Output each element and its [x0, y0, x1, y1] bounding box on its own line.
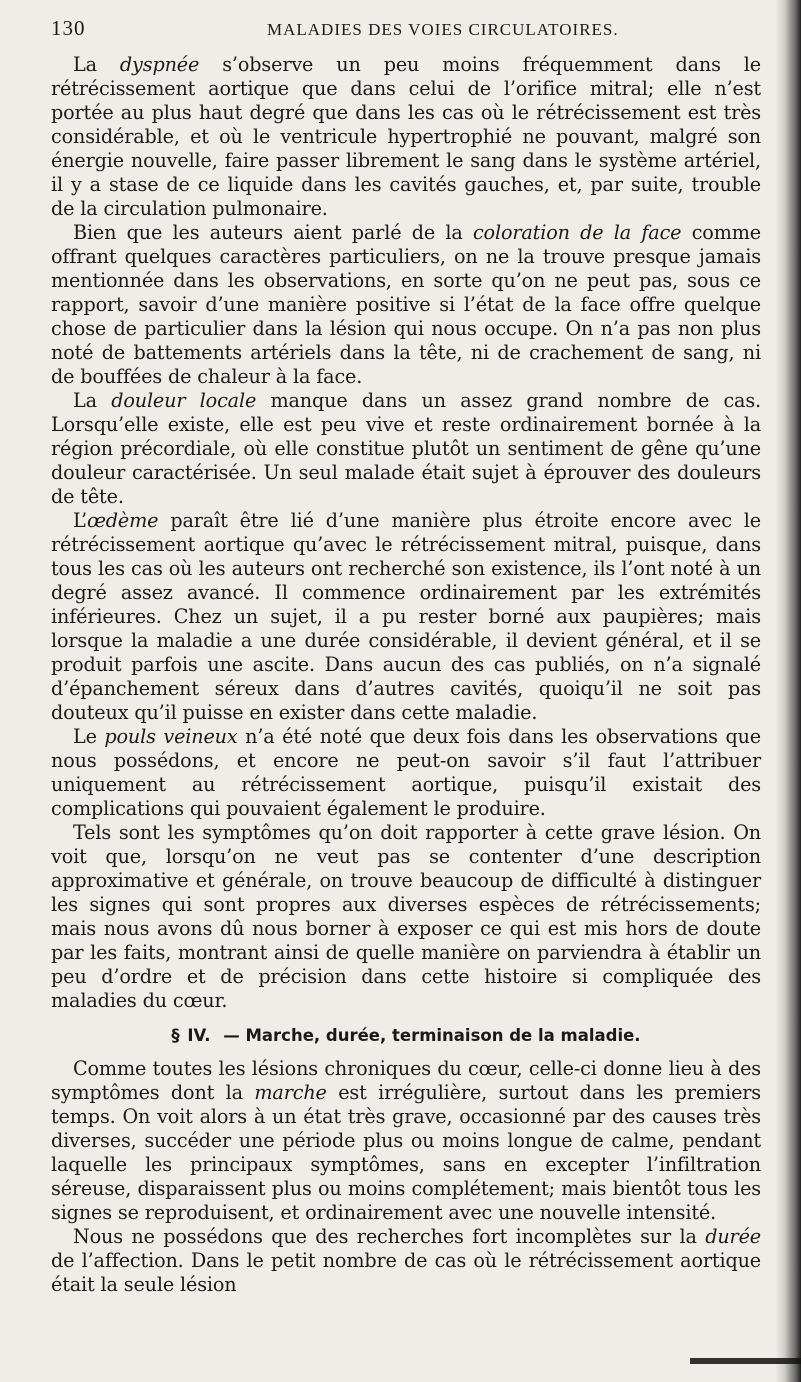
- text-run: Tels sont les symptômes qu’on doit rapporter à cette grave lésion. On voit que, lorsqu’on ne veut pas se contenter d’une description approximative et générale, on trouve beaucoup de difficulté à distinguer les signes qui sont propres aux diverses espèces de rétrécissements; mais nous avons dû nous borner à exposer ce qui est mis hors de doute par les faits, montrant ainsi de quelle manière on parviendra à établir un peu d’ordre et de précision dans cette histoire si compliquée des maladies du cœur.: [51, 821, 761, 1012]
- paragraph: [51, 53, 761, 221]
- text-run: Bien que les auteurs aient parlé de la: [73, 221, 473, 244]
- section-sign: §: [171, 1026, 180, 1045]
- page-header: [51, 14, 761, 53]
- text-run: manque dans un assez grand nombre de cas. Lorsqu’elle existe, elle est peu vive et reste ordinairement bornée à la région précordiale, où elle constitue plutôt un sentiment de gêne qu’une douleur caractérisée. Un seul malade était sujet à éprouver des douleurs de tête.: [51, 389, 761, 508]
- italic-term: marche: [254, 1081, 327, 1104]
- italic-term: œdème: [86, 509, 159, 532]
- paragraph: [51, 221, 761, 389]
- text-run: Nous ne possédons que des recherches fort incomplètes sur la: [73, 1225, 706, 1248]
- text-run: de l’affection. Dans le petit nombre de cas où le rétrécissement aortique était la seule lésion: [51, 1249, 761, 1296]
- section-title: — Marche, durée, terminaison de la maladie.: [223, 1026, 641, 1045]
- section-number: IV.: [187, 1026, 211, 1045]
- paragraph: [51, 725, 761, 821]
- page-number: 130: [51, 16, 86, 40]
- paragraph: [51, 1225, 761, 1297]
- text-run: La: [73, 389, 112, 412]
- text-run: Comme toutes les lésions chroniques du cœur, celle-ci donne lieu à des symptômes dont la: [51, 1057, 761, 1104]
- bottom-edge-rule: [690, 1358, 801, 1364]
- text-run: comme offrant quelques caractères particuliers, on ne la trouve presque jamais mentionnée dans les observations, en sorte qu’on ne peut pas, sous ce rapport, savoir d’une manière positive si l’état de la face offre quelque chose de particulier dans la lésion qui nous occupe. On n’a pas non plus noté de battements artériels dans la tête, ni de crachement de sang, ni de bouffées de chaleur à la face.: [51, 221, 761, 388]
- italic-term: durée: [705, 1225, 761, 1248]
- italic-term: coloration de la face: [472, 221, 682, 244]
- italic-term: pouls veineux: [104, 725, 238, 748]
- page-content: [51, 14, 761, 1297]
- text-run: La: [73, 53, 120, 76]
- text-run: s’observe un peu moins fréquemment dans le rétrécissement aortique que dans celui de l’orifice mitral; elle n’est portée au plus haut degré que dans les cas où le rétrécissement est très considérable, et où le ventricule hypertrophié ne pouvant, malgré son énergie nouvelle, faire passer librement le sang dans le système artériel, il y a stase de ce liquide dans les cavités gauches, et, par suite, trouble de la circulation pulmonaire.: [51, 53, 761, 220]
- text-run: L’: [73, 509, 87, 532]
- text-run: est irrégulière, surtout dans les premiers temps. On voit alors à un état très grave, occasionné par des causes très diverses, succéder une période plus ou moins longue de calme, pendant laquelle les principaux symptômes, sans en excepter l’infiltration séreuse, disparaissent plus ou moins complétement; mais bientôt tous les signes se reproduisent, et ordinairement avec une nouvelle intensité.: [51, 1081, 761, 1224]
- body-text-after-section: [51, 1057, 761, 1297]
- text-run: paraît être lié d’une manière plus étroite encore avec le rétrécissement aortique qu’avec le rétrécissement mitral, puisque, dans tous les cas où les auteurs ont recherché son existence, ils l’ont noté à un degré assez avancé. Il commence ordinairement par les extrémités inférieures. Chez un sujet, il a pu rester borné aux paupières; mais lorsque la maladie a une durée considérable, il devient général, et il se produit parfois une ascite. Dans aucun des cas publiés, on n’a signalé d’épanchement séreux dans d’autres cavités, quoiqu’il ne soit pas douteux qu’il puisse en exister dans cette maladie.: [51, 509, 761, 724]
- paragraph: [51, 1057, 761, 1225]
- paragraph: [51, 509, 761, 725]
- page-edge-shadow: [775, 0, 801, 1382]
- body-text-before-section: [51, 53, 761, 1013]
- running-title: MALADIES DES VOIES CIRCULATOIRES.: [267, 20, 619, 39]
- italic-term: dyspnée: [119, 53, 200, 76]
- italic-term: douleur locale: [111, 389, 257, 412]
- section-heading: [51, 1025, 761, 1047]
- text-run: n’a été noté que deux fois dans les observations que nous possédons, et encore ne peut-on savoir s’il faut l’attribuer uniquement au rétrécissement aortique, puisqu’il existait des complications qui pouvaient également le produire.: [51, 725, 761, 820]
- text-run: Le: [73, 725, 105, 748]
- paragraph: [51, 821, 761, 1013]
- paragraph: [51, 389, 761, 509]
